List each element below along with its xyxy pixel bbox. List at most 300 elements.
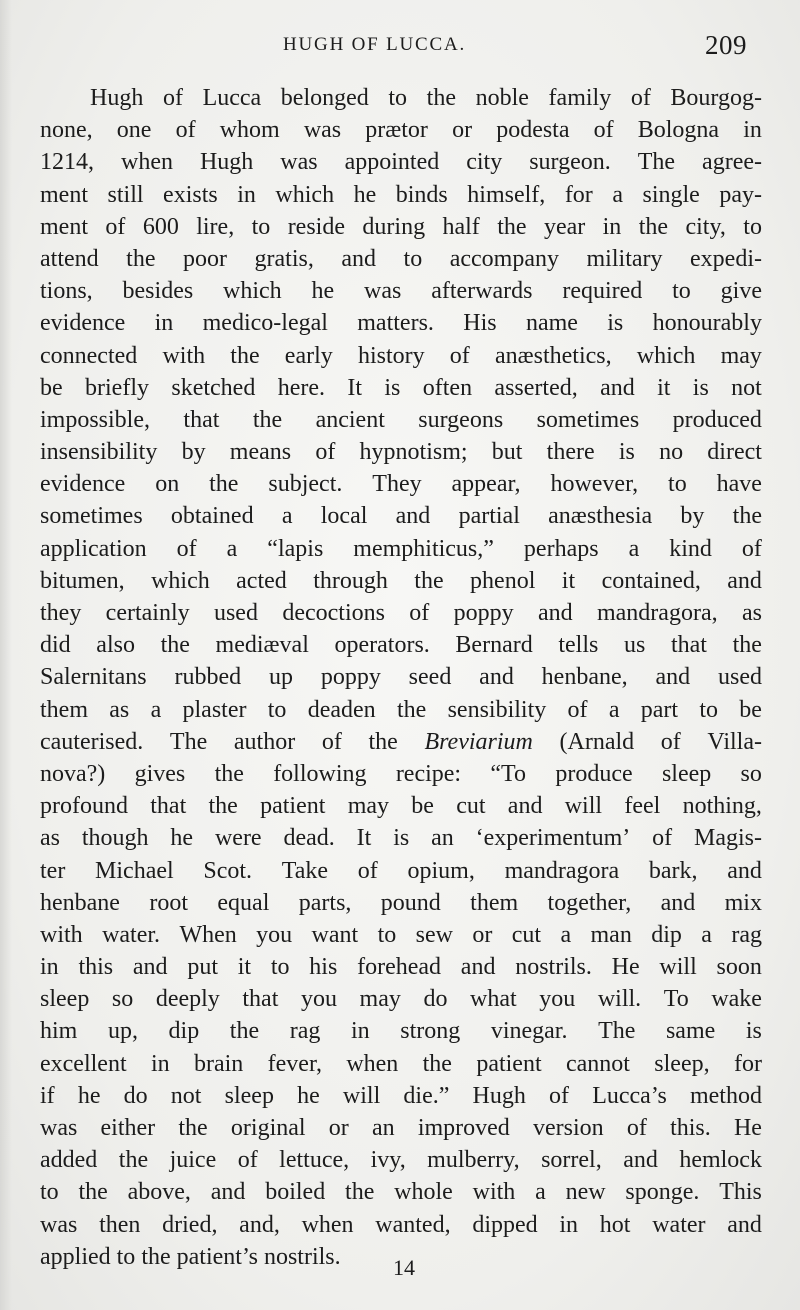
- word: memphiticus,”: [353, 535, 494, 562]
- word: the: [396, 696, 427, 723]
- word: and: [507, 793, 543, 820]
- word: to: [270, 954, 290, 981]
- word: hemlock: [679, 1147, 762, 1174]
- word: history: [357, 342, 425, 369]
- word: mandragora,: [596, 600, 718, 626]
- word: is: [393, 825, 410, 852]
- word: mediæval: [215, 632, 309, 659]
- word: in: [559, 1211, 579, 1238]
- text-line: [40, 307, 762, 339]
- word: appear,: [451, 471, 521, 498]
- word: mulberry,: [427, 1147, 520, 1174]
- word: the: [497, 213, 527, 240]
- word: the: [126, 245, 156, 272]
- word: of: [626, 1115, 647, 1141]
- word: will: [564, 793, 603, 820]
- word: water: [652, 1211, 706, 1238]
- word: agree-: [702, 149, 762, 176]
- word: lire,: [196, 213, 235, 240]
- word: Bologna: [637, 117, 720, 144]
- word: the: [422, 1050, 452, 1077]
- word: Villa-: [707, 728, 762, 755]
- word: a: [150, 696, 162, 723]
- word: he: [297, 1082, 320, 1109]
- word: his: [309, 954, 338, 981]
- word: give: [720, 278, 762, 305]
- text-line: [40, 758, 762, 790]
- word: the: [732, 503, 762, 530]
- word: besides: [122, 278, 194, 305]
- word: to: [672, 278, 691, 305]
- word: either: [100, 1115, 156, 1141]
- word: gives: [134, 760, 186, 787]
- word: sleep: [661, 760, 712, 787]
- word: man: [590, 921, 632, 948]
- word: he: [353, 181, 377, 208]
- text-line: [40, 1080, 762, 1112]
- word: but: [491, 439, 523, 466]
- word: one: [116, 117, 152, 144]
- word: sketched: [171, 374, 256, 401]
- word: may: [359, 986, 401, 1013]
- word: and: [623, 1147, 658, 1174]
- word: so: [740, 760, 762, 787]
- word: which: [223, 278, 282, 305]
- word: of: [176, 535, 197, 562]
- text-line: [40, 629, 762, 661]
- word: added: [40, 1147, 98, 1174]
- word: no: [659, 439, 684, 466]
- word: to: [377, 921, 397, 948]
- word: the: [368, 728, 398, 755]
- text-line: [40, 1048, 762, 1080]
- word: as: [741, 600, 762, 626]
- word: when: [301, 1211, 354, 1238]
- word: sometimes: [40, 503, 143, 530]
- word: it: [657, 374, 671, 401]
- word: means: [229, 439, 292, 466]
- word: when: [120, 149, 173, 176]
- word: the: [208, 793, 238, 820]
- word: on: [155, 471, 180, 498]
- word: be: [411, 793, 434, 820]
- word: by: [181, 439, 206, 466]
- gutter-shadow: [0, 0, 12, 1310]
- word: the: [414, 567, 444, 594]
- word: dip: [168, 1018, 200, 1045]
- word: following: [273, 760, 367, 787]
- word: which: [151, 567, 210, 594]
- word: author: [233, 728, 296, 755]
- word: applied: [40, 1243, 111, 1270]
- word: honourably: [652, 310, 762, 337]
- word: will: [342, 1082, 381, 1109]
- text-line: [40, 211, 762, 243]
- word: or: [452, 117, 473, 144]
- word: and: [600, 374, 635, 401]
- word: with: [472, 1179, 516, 1206]
- word: the: [78, 1179, 108, 1206]
- word: ter: [40, 857, 66, 884]
- word: of: [409, 600, 430, 626]
- word: plaster: [182, 696, 247, 723]
- word: Bernard: [455, 632, 533, 659]
- word: city: [466, 149, 503, 176]
- word: the: [230, 342, 260, 369]
- word: that: [150, 793, 187, 820]
- word: here.: [277, 374, 325, 401]
- word: whole: [394, 1179, 453, 1206]
- word: in: [40, 954, 59, 981]
- word: nostrils.: [515, 954, 592, 981]
- word: also: [96, 632, 135, 659]
- signature-mark: 14: [393, 1255, 415, 1280]
- word: ivy,: [370, 1147, 406, 1174]
- word: not: [170, 1082, 202, 1109]
- word: city,: [685, 213, 726, 240]
- word: tions,: [40, 278, 93, 305]
- word: It: [347, 374, 363, 401]
- word: It: [356, 825, 372, 852]
- word: Scot.: [203, 857, 253, 884]
- word: 1214,: [40, 149, 94, 176]
- word: deeply: [155, 986, 220, 1013]
- word: to: [267, 696, 287, 723]
- word: belonged: [280, 85, 369, 111]
- word: ‘experimentum’: [475, 825, 631, 852]
- word: phenol: [470, 567, 536, 594]
- word: parts,: [298, 889, 352, 916]
- word: and: [727, 1211, 762, 1238]
- word: produce: [555, 760, 633, 787]
- word: the: [160, 632, 190, 659]
- word: to: [116, 1243, 136, 1270]
- word: himself,: [467, 181, 546, 208]
- word: reside: [287, 213, 345, 240]
- word: patient’s: [176, 1243, 258, 1270]
- word: you: [256, 921, 293, 948]
- word: that: [183, 406, 220, 433]
- word: matters.: [357, 310, 434, 337]
- word: cut: [456, 793, 486, 820]
- word: is: [745, 1018, 762, 1045]
- word: for: [564, 181, 593, 208]
- text-line: [40, 597, 762, 629]
- word: in: [602, 213, 622, 240]
- word: a: [608, 696, 620, 723]
- word: dip: [651, 921, 682, 948]
- word: acted: [236, 567, 287, 594]
- word: sorrel,: [541, 1147, 602, 1174]
- word: military: [586, 245, 663, 272]
- word: This: [719, 1179, 762, 1206]
- word: and: [660, 889, 696, 916]
- word: deaden: [307, 696, 376, 723]
- word: and: [479, 664, 514, 691]
- word: juice: [169, 1147, 217, 1174]
- word: them: [470, 889, 519, 916]
- word: dipped: [472, 1211, 538, 1238]
- word: which: [275, 181, 335, 208]
- word: application: [40, 535, 147, 562]
- word: will: [659, 954, 697, 981]
- text-line: [40, 114, 762, 146]
- word: patient: [260, 793, 326, 820]
- word: equal: [217, 889, 270, 916]
- word: Hugh: [472, 1082, 526, 1109]
- text-line: [40, 822, 762, 854]
- word: henbane,: [541, 664, 628, 691]
- word: vinegar.: [490, 1018, 568, 1045]
- word: of: [175, 117, 196, 144]
- text-line: [40, 468, 762, 500]
- word: together,: [547, 889, 632, 916]
- word: the: [732, 632, 762, 659]
- word: cannot: [565, 1050, 630, 1077]
- word: and: [132, 954, 168, 981]
- word: be: [40, 374, 63, 401]
- word: is: [692, 374, 709, 401]
- word: if: [40, 1082, 55, 1109]
- word: Hugh: [199, 149, 254, 176]
- word: often: [422, 374, 473, 401]
- word: during: [362, 213, 426, 240]
- word: a: [226, 535, 238, 562]
- text-line: [40, 661, 762, 693]
- body-paragraph: [40, 82, 762, 1273]
- word: still: [107, 181, 144, 208]
- word: as: [40, 825, 60, 852]
- word: anæsthetics,: [494, 342, 612, 369]
- word: henbane: [40, 889, 120, 916]
- word: he: [311, 278, 335, 305]
- word: same: [665, 1018, 716, 1045]
- word: do: [123, 1082, 148, 1109]
- word: operators.: [334, 632, 430, 659]
- word: they: [40, 600, 82, 626]
- word: used: [213, 600, 258, 626]
- word: and: [655, 664, 691, 691]
- word: brain: [193, 1050, 244, 1077]
- word: or: [328, 1115, 349, 1141]
- word: is: [618, 439, 635, 466]
- running-title: HUGH OF LUCCA.: [283, 34, 467, 55]
- word: water.: [102, 921, 161, 948]
- word: of: [321, 728, 342, 755]
- word: exists: [163, 181, 218, 208]
- word: a: [612, 181, 623, 208]
- word: original: [230, 1115, 306, 1141]
- text-line: [40, 436, 762, 468]
- running-head: [0, 28, 800, 62]
- text-line: [40, 855, 762, 887]
- word: not: [731, 374, 762, 401]
- word: pay-: [719, 181, 762, 208]
- word: of: [741, 535, 762, 562]
- word: the: [252, 406, 283, 433]
- word: of: [652, 825, 673, 852]
- word: was: [303, 117, 342, 144]
- word: The: [637, 149, 676, 176]
- word: sleep: [40, 986, 90, 1013]
- word: was: [40, 1211, 78, 1238]
- word: medico-legal: [202, 310, 328, 337]
- word: rag: [731, 921, 762, 948]
- word: what: [470, 986, 517, 1013]
- word: afterwards: [431, 278, 533, 305]
- word: an: [431, 825, 454, 852]
- word: Bourgog-: [670, 85, 762, 111]
- word: sleep: [224, 1082, 274, 1109]
- word: a: [560, 921, 572, 948]
- word: ment: [40, 213, 88, 240]
- word: were: [214, 825, 262, 852]
- word: in: [743, 117, 762, 144]
- word: through: [313, 567, 388, 594]
- word: Magis-: [693, 825, 762, 852]
- text-line: [40, 983, 762, 1015]
- word: of: [630, 85, 651, 111]
- word: to: [743, 213, 762, 240]
- word: strong: [400, 1018, 461, 1045]
- word: a: [535, 1179, 546, 1206]
- word: however,: [550, 471, 639, 498]
- word: with: [40, 921, 83, 948]
- word: rag: [289, 1018, 321, 1045]
- word: appointed: [344, 149, 440, 176]
- word: insensibility: [40, 439, 158, 466]
- word: soon: [716, 954, 762, 981]
- word: mix: [724, 889, 762, 916]
- word: obtained: [170, 503, 254, 530]
- word: none,: [40, 117, 93, 144]
- text-line: [40, 1015, 762, 1047]
- text-line: [40, 243, 762, 275]
- text-line: [40, 951, 762, 983]
- word: as: [109, 696, 130, 723]
- text-line: [40, 565, 762, 597]
- word: patient: [476, 1050, 542, 1077]
- word: when: [346, 1050, 399, 1077]
- text-line: [40, 887, 762, 919]
- word: cauterised.: [40, 728, 144, 755]
- text-line: [40, 1176, 762, 1208]
- word: a: [281, 503, 293, 530]
- word: the: [426, 85, 456, 111]
- word: perhaps: [523, 535, 599, 562]
- word: and: [537, 600, 573, 626]
- word: forehead: [357, 954, 442, 981]
- word: be: [739, 696, 762, 723]
- word: hypnotism;: [359, 439, 468, 466]
- word: dead.: [283, 825, 335, 852]
- word: of: [357, 857, 378, 884]
- word: the: [214, 760, 244, 787]
- word: and: [210, 1179, 246, 1206]
- word: poppy: [320, 664, 381, 691]
- word: it: [561, 567, 576, 594]
- word: partial: [458, 503, 520, 530]
- word: and: [395, 503, 431, 530]
- word: for: [733, 1050, 762, 1077]
- word: pound: [380, 889, 441, 916]
- word: early: [284, 342, 333, 369]
- word: Breviarium: [424, 728, 533, 755]
- word: family: [548, 85, 612, 111]
- word: Michael: [95, 857, 174, 884]
- word: hot: [599, 1211, 631, 1238]
- word: to: [403, 245, 423, 272]
- word: The: [169, 728, 208, 755]
- word: is: [607, 310, 624, 337]
- word: His: [463, 310, 497, 337]
- word: it: [237, 954, 252, 981]
- word: you: [539, 986, 576, 1013]
- word: then: [99, 1211, 141, 1238]
- word: anæsthesia: [548, 503, 653, 530]
- word: a: [701, 921, 712, 948]
- word: profound: [40, 793, 128, 820]
- word: contained,: [601, 567, 701, 594]
- word: the: [229, 1018, 260, 1045]
- word: improved: [417, 1115, 510, 1141]
- word: of: [549, 1082, 570, 1109]
- word: rubbed: [174, 664, 242, 691]
- word: die.”: [403, 1082, 450, 1109]
- word: He: [611, 954, 640, 981]
- word: poppy: [453, 600, 514, 626]
- word: was: [40, 1115, 78, 1141]
- text-line: [40, 340, 762, 372]
- text-line: [40, 726, 762, 758]
- word: ancient: [315, 406, 385, 433]
- word: year: [543, 213, 586, 240]
- text-line: [40, 146, 762, 178]
- word: will.: [597, 986, 642, 1013]
- word: put: [187, 954, 218, 981]
- word: opium,: [407, 857, 475, 884]
- word: wake: [711, 986, 762, 1013]
- word: briefly: [85, 374, 149, 401]
- word: whom: [219, 117, 280, 144]
- word: When: [179, 921, 237, 948]
- word: by: [680, 503, 705, 530]
- text-line: [40, 790, 762, 822]
- word: kind: [669, 535, 712, 562]
- word: that: [242, 986, 279, 1013]
- word: root: [149, 889, 189, 916]
- word: (Arnald: [559, 728, 635, 755]
- word: expedi-: [690, 245, 762, 272]
- text-line: [40, 1209, 762, 1241]
- word: of: [449, 342, 470, 369]
- word: To: [663, 986, 689, 1013]
- word: bitumen,: [40, 567, 125, 594]
- word: nothing,: [682, 793, 762, 820]
- word: certainly: [105, 600, 190, 626]
- word: was: [364, 278, 402, 305]
- word: used: [717, 664, 762, 691]
- word: seed: [408, 664, 452, 691]
- word: prætor: [365, 117, 428, 144]
- word: asserted,: [494, 374, 578, 401]
- text-line: [40, 919, 762, 951]
- word: subject.: [268, 471, 343, 498]
- word: tells: [558, 632, 599, 659]
- word: was: [280, 149, 318, 176]
- word: a: [628, 535, 640, 562]
- word: Lucca’s: [592, 1082, 667, 1109]
